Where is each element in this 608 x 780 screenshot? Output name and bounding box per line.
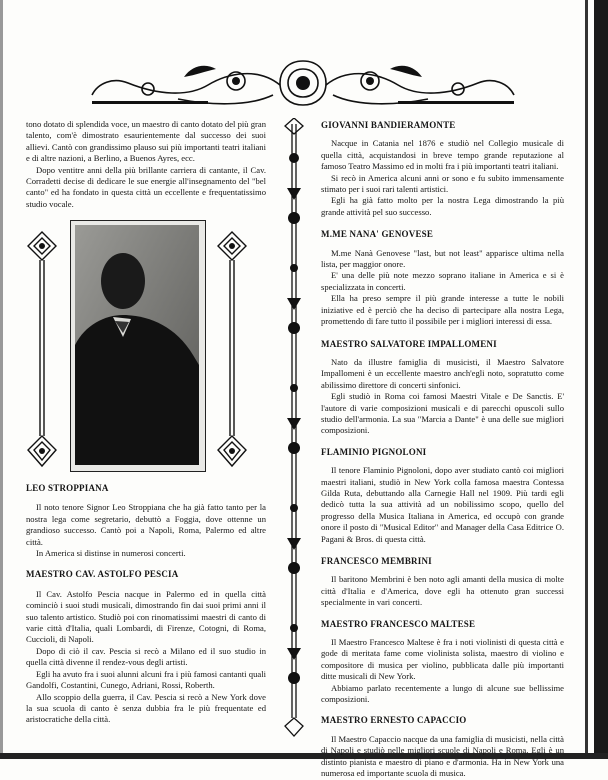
section-paragraph: Egli studiò in Roma coi famosi Maestri Vitale e De Sanctis. E' l'autore di varie composizioni musicali e di parecchi opuscoli sullo studio dell'armonia. La sua "Marcia a Dante" è una delle sue migliori composizioni. <box>321 391 564 436</box>
section-paragraph: Il tenore Flaminio Pignoloni, dopo aver studiato cantò coi migliori maestri italiani, studiò in New York colla famosa maestra Contessa Gilda Ruta, debuttando alla Carnegie Hall nel 1909. Più tardi egli dedicò tutta la sua attività ad un nobilissimo scopo, quello del progresso della Musica Italiana in America, ed occupò con grande onore il posto di "Musical Editor" and Manager della Casa Editrice O. Pagani & Bros. di questa città. <box>321 465 564 544</box>
section-heading: MAESTRO SALVATORE IMPALLOMENI <box>321 338 497 349</box>
section-heading: M.ME NANA' GENOVESE <box>321 229 434 240</box>
section-paragraph: Il Maestro Capaccio nacque da una famiglia di musicisti, nella città di Napoli e studiò nelle migliori scuole di Napoli e Roma. Egli è un distinto pianista e maestro di piano e d'armonia. Ha in New York una numerosa ed importante scuola di musica. <box>321 733 564 779</box>
section-heading: FRANCESCO MEMBRINI <box>321 556 432 566</box>
pescia-paragraph: Allo scoppio della guerra, il Cav. Pescia si recò a New York dove la sua scuola di canto è senza dubbia fra le più frequentate ed aristocratiche della città. <box>26 691 266 725</box>
right-column <box>321 120 564 780</box>
section-paragraph: Il baritono Membrini è ben noto agli amanti della musica di molte città d'Italia e d'America, dove egli ha ottenuto gran successi specialmente in vari concerti. <box>321 574 564 608</box>
section-paragraph: E' una delle più note mezzo soprano italiane in America e si è specializzata in concerti. <box>321 270 564 292</box>
candlestick-ornament-icon <box>214 230 250 470</box>
section-paragraph: Il Maestro Francesco Maltese è fra i noti violinisti di questa città e gode di meritata fame come violinista solista, maestro di violino e compositore di musica per violino, pubblicata dalle più importanti ditte musicali di New York. <box>321 637 564 682</box>
section-paragraph: Ella ha preso sempre il più grande interesse a tutte le nobili iniziative ed è perciò che ha deciso di partecipare alla nostra Lega, promettendo di fare tutto il possibile per i migliori interessi di essa. <box>321 293 564 327</box>
stroppiana-paragraph: Il noto tenore Signor Leo Stroppiana che ha già fatto tanto per la nostra lega come segretario, debuttò a Foggia, dove ottenne un grandioso successo. Cantò poi a Napoli, Roma, Palermo ed altre città. <box>26 502 266 547</box>
section-heading: MAESTRO FRANCESCO MALTESE <box>321 618 476 629</box>
section-paragraph: Si recò in America alcuni anni or sono e fu subito immensamente stimato per i suoi rari talenti artistici. <box>321 172 564 195</box>
section-paragraph: Nato da illustre famiglia di musicisti, il Maestro Salvatore Impallomeni è un eccellente maestro anch'egli noto, sopratutto come abilissimo direttore di concerti sinfonici. <box>321 356 564 390</box>
page-border-right <box>594 0 608 759</box>
intro-paragraph: tono dotato di splendida voce, un maestro di canto dotato del più gran talento, com'è dimostrato esaurientemente dal successo dei suoi allievi. Cantò con grandissimo plauso sui più importanti teatri italiani e di altre nazioni, a Berlino, a Buenos Ayres, ecc. <box>26 119 266 164</box>
pescia-paragraph: Egli ha avuto fra i suoi alunni alcuni fra i più famosi cantanti quali Gandolfi, Costantini, Cunego, Adriani, Rossi, Roberth. <box>26 668 266 691</box>
column-divider-ornament-icon <box>281 118 307 738</box>
section-heading: MAESTRO ERNESTO CAPACCIO <box>321 715 467 726</box>
candlestick-ornament-icon <box>24 230 60 470</box>
pescia-paragraph: Dopo di ciò il cav. Pescia si recò a Milano ed il suo studio in quella città divenne il rendez-vous degli artisti. <box>26 645 266 668</box>
section-heading-pescia: MAESTRO CAV. ASTOLFO PESCIA <box>26 569 179 580</box>
section-paragraph: Egli ha già fatto molto per la nostra Lega dimostrando la più grande attività pel suo successo. <box>321 195 564 217</box>
intro-paragraph: Dopo ventitre anni della più brillante carriera di cantante, il Cav. Corradetti decise di dedicare le sue energie all'insegnamento del "bel canto" ed ha fondato in questa città un eccellente e frequentatissimo studio vocale. <box>26 164 266 209</box>
section-paragraph: Nacque in Catania nel 1876 e studiò nel Collegio musicale di quella città, acquistandosi in breve tempo grande reputazione al famoso Teatro Massimo ed in molti fra i più importanti teatri italiani. <box>321 138 564 172</box>
portrait-photo <box>70 220 206 472</box>
header-ornament-icon <box>88 55 518 111</box>
pescia-paragraph: Il Cav. Astolfo Pescia nacque in Palermo ed in quella città cominciò i suoi studi musicali, dimostrando fin dai suoi primi anni il suo talento artistico. Studiò poi con rinomatissimi maestri di canto di varie città d'Italia, quali Lombardi, di Firenze, Cotogni, di Roma, Cuccioli, di Napoli. <box>26 588 266 645</box>
section-heading: GIOVANNI BANDIERAMONTE <box>321 120 456 130</box>
section-paragraph: M.me Nanà Genovese "last, but not least" apparisce ultima nella lista, per maggior onore. <box>321 247 564 270</box>
page-border-line <box>585 0 588 759</box>
left-lower-text <box>26 483 266 726</box>
photo-caption: LEO STROPPIANA <box>26 483 109 493</box>
section-paragraph: Abbiamo parlato recentemente a lungo di alcune sue bellissime composizioni. <box>321 682 564 705</box>
stroppiana-paragraph: In America si distinse in numerosi concerti. <box>36 548 186 559</box>
portrait-image <box>75 225 199 465</box>
left-intro-text <box>26 119 266 210</box>
page-left-edge <box>0 0 3 759</box>
section-heading: FLAMINIO PIGNOLONI <box>321 446 427 457</box>
